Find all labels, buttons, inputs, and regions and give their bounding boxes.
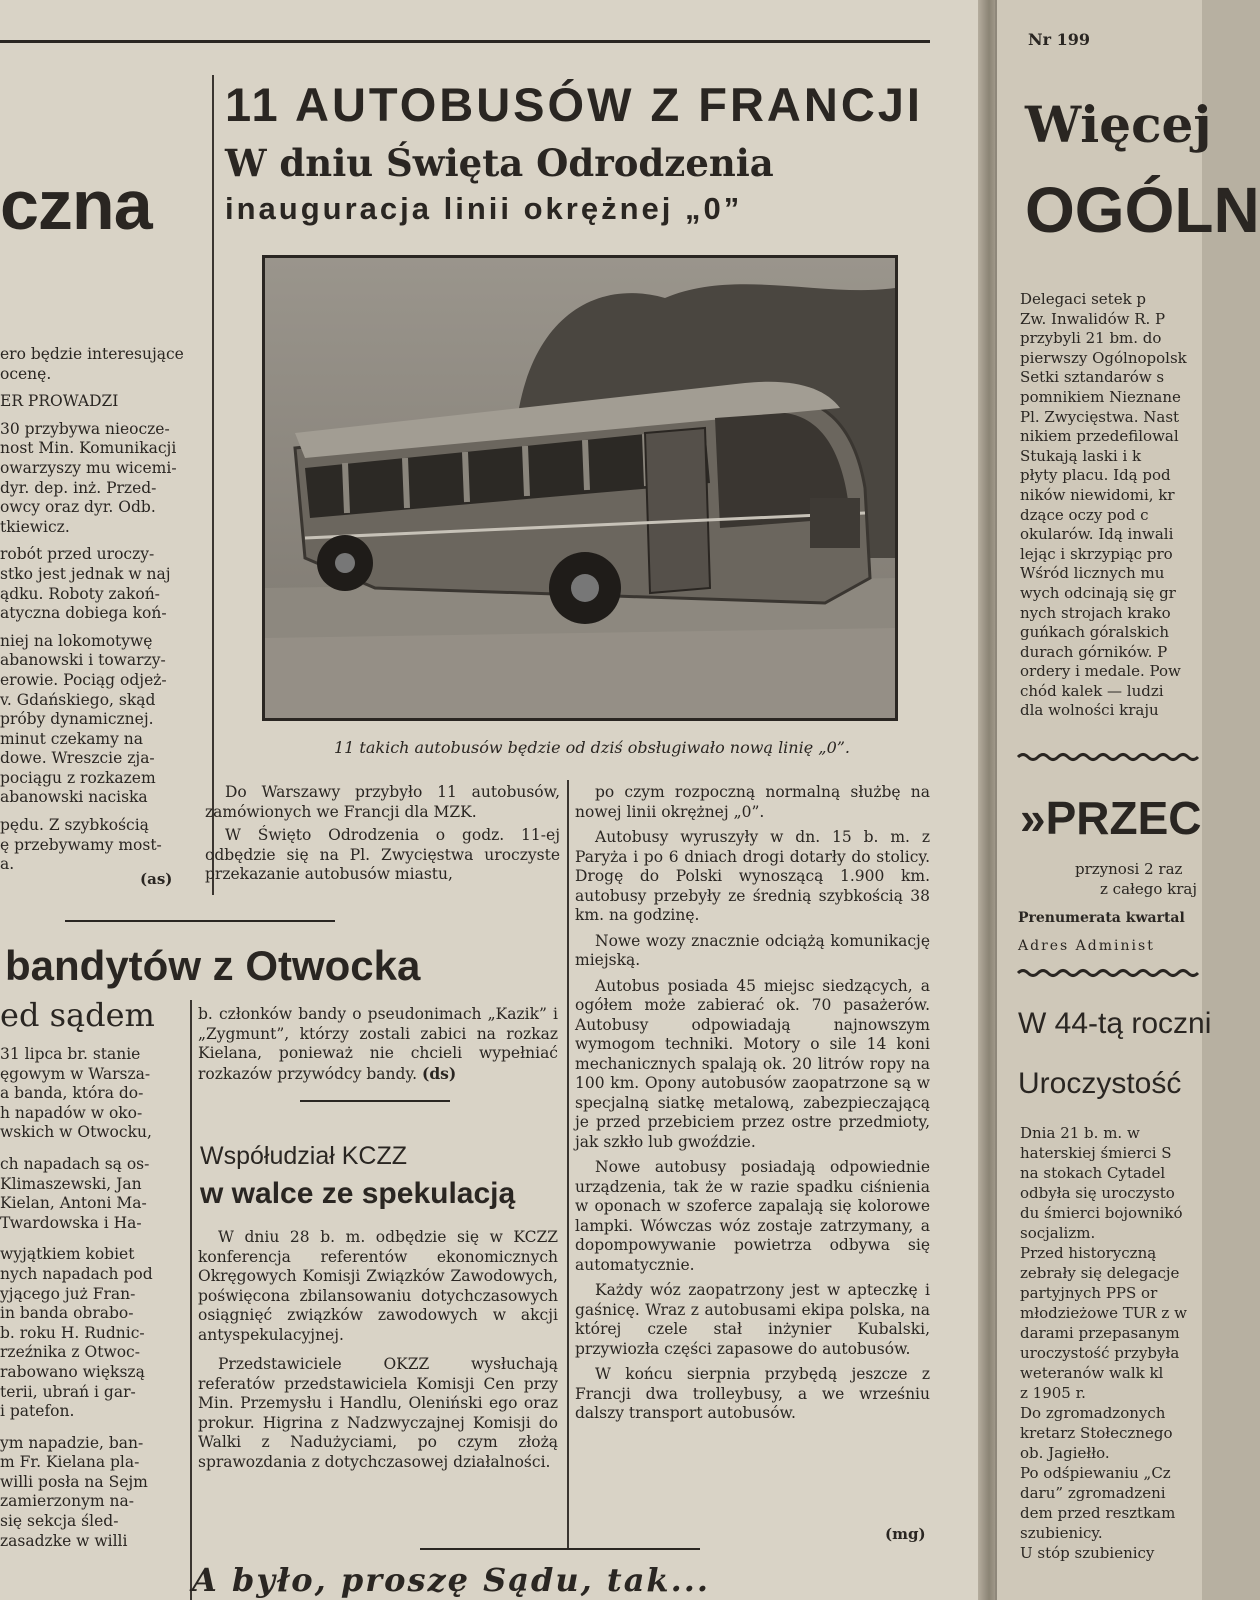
text-line: Zw. Inwalidów R. P — [1020, 309, 1166, 328]
main-paragraph: Autobus posiada 45 miejsc siedzących, a ogółem może zabierać ok. 70 pasażerów. Autobusy odpowiadają najnowszym wymogom techniki. Motory o sile 14 koni mechanicznych spalają ok. 20 litrów ropy na 100 km. Opony autobusów zaopatrzone są w specjalną siatkę metalową, zabezpieczającą je przed przebiciem przez ostre przedmioty, jak szkło lub gwoździe. — [575, 976, 930, 1151]
text-line: haterskiej śmierci S — [1020, 1144, 1172, 1162]
text-line: terii, ubrań i gar- — [0, 1382, 136, 1401]
text-line: Dnia 21 b. m. w — [1020, 1124, 1140, 1142]
left-paragraph — [0, 420, 205, 538]
bandits-top-rule — [65, 920, 335, 922]
bandits-right-paragraph: b. członków bandy o pseudonimach „Kazik” i „Zygmunt”, którzy zostali zabici na rozkaz Kielana, ponieważ nie chcieli wypełniać rozkazów przywódcy bandy. — [198, 1005, 558, 1083]
ornament-rule-2 — [1018, 968, 1200, 978]
text-line: okularów. Idą inwali — [1020, 525, 1174, 544]
bandits-headline: bandytów z Otwocka — [5, 942, 421, 989]
ornament-rule-1 — [1018, 752, 1200, 762]
address-line: Adres Administ — [1018, 938, 1155, 954]
left-column-text — [0, 345, 205, 883]
right-paragraph-2 — [1020, 1123, 1200, 1563]
text-line: du śmierci bojownikó — [1020, 1204, 1183, 1222]
text-line: willi posła na Sejm — [0, 1472, 148, 1491]
main-paragraph: po czym rozpoczną normalną służbę na nowej linii okrężnej „0”. — [575, 783, 930, 821]
left-headline-fragment: czna — [0, 166, 152, 244]
left-paragraph — [0, 545, 205, 623]
text-line: pociągu z rozkazem — [0, 768, 156, 787]
bandits-subheadline: ed sądem — [0, 996, 155, 1034]
text-line — [0, 1143, 188, 1155]
text-line: ero będzie interesujące — [0, 345, 184, 363]
text-line: nikiem przedefilowal — [1020, 427, 1179, 446]
main-headline: 11 AUTOBUSÓW Z FRANCJI — [225, 78, 923, 131]
text-line: płyty placu. Idą pod — [1020, 466, 1171, 485]
kczz-top-rule — [300, 1100, 450, 1102]
text-line: durach górników. P — [1020, 642, 1168, 661]
right-paragraph-1 — [1020, 290, 1200, 721]
text-line: v. Gdańskiego, skąd — [0, 690, 156, 709]
right-headline-4: Uroczystość — [1018, 1067, 1182, 1100]
bottom-rule — [420, 1548, 700, 1550]
text-line: dyr. dep. inż. Przed- — [0, 478, 157, 497]
text-line: U stóp szubienicy — [1020, 1544, 1155, 1562]
text-line: m Fr. Kielana pla- — [0, 1453, 140, 1472]
text-line: Delegaci setek p — [1020, 290, 1147, 308]
main-paragraph: Nowe autobusy posiadają odpowiednie urządzenia, tak że w razie spadku ciśnienia w oponach w szoferce zapalają się kolorowe lampki. Wówczas wóz zostaje zatrzymany, a dopompowywanie powietrza odbywa się automatycznie. — [575, 1158, 930, 1274]
text-line: nych strojach krako — [1020, 603, 1171, 622]
text-line: partyjnych PPS or — [1020, 1284, 1158, 1302]
text-line: ników niewidomi, kr — [1020, 485, 1175, 504]
text-line: daru” zgromadzeni — [1020, 1484, 1166, 1502]
text-line: ym napadzie, ban- — [0, 1433, 144, 1452]
kczz-paragraph: W dniu 28 b. m. odbędzie się w KCZZ konferencja referentów ekonomicznych Okręgowych Komisji Związków Zawodowych, poświęcona zbilansowaniu dotychczasowych osiągnięć związków zawodowych w akcji antyspekulacyjnej. — [198, 1228, 558, 1344]
text-line: zamierzonym na- — [0, 1492, 134, 1511]
main-article-col2 — [575, 783, 930, 1428]
text-line: nost Min. Komunikacji — [0, 439, 177, 458]
main-subheadline: W dniu Święta Odrodzenia — [225, 141, 774, 185]
text-line: tkiewicz. — [0, 517, 70, 536]
main-subheadline-2: inauguracja linii okrężnej „0” — [225, 191, 743, 226]
text-line: chód kalek — ludzi — [1020, 681, 1164, 700]
left-paragraph — [0, 392, 205, 412]
text-line: in banda obrabo- — [0, 1304, 134, 1323]
text-line: ob. Jagiełło. — [1020, 1444, 1110, 1462]
right-headline-3: W 44-tą roczni — [1018, 1007, 1212, 1040]
bandits-column-rule — [190, 1000, 192, 1600]
text-line: ocenę. — [0, 364, 52, 383]
text-line: abanowski naciska — [0, 788, 148, 807]
text-line: Setki sztandarów s — [1020, 368, 1165, 387]
text-line: b. roku H. Rudnic- — [0, 1323, 145, 1342]
text-line: na stokach Cytadel — [1020, 1164, 1166, 1182]
text-line: rabowano większą — [0, 1362, 145, 1381]
text-line: kretarz Stołecznego — [1020, 1424, 1173, 1442]
issue-number: Nr 199 — [1028, 30, 1091, 49]
bandits-signature: (ds) — [422, 1063, 457, 1083]
text-line: ądku. Roboty zakoń- — [0, 584, 160, 603]
text-line — [0, 1233, 188, 1245]
promo-line-1: przynosi 2 raz — [1075, 860, 1183, 878]
text-line: się sekcja śled- — [0, 1512, 119, 1531]
text-line: Klimaszewski, Jan — [0, 1174, 142, 1193]
text-line: stko jest jednak w naj — [0, 564, 171, 583]
kczz-headline: Współudział KCZZ — [200, 1142, 407, 1170]
text-line: dowe. Wreszcie zja- — [0, 749, 155, 768]
bandits-left-text — [0, 1045, 188, 1551]
text-line: a banda, która do- — [0, 1084, 144, 1103]
text-line: Twardowska i Ha- — [0, 1213, 142, 1232]
text-line: przybyli 21 bm. do — [1020, 329, 1162, 348]
text-line: wych odcinają się gr — [1020, 583, 1176, 602]
main-article-signature: (mg) — [885, 1525, 926, 1543]
text-line: ordery i medale. Pow — [1020, 662, 1181, 681]
text-line: młodzieżowe TUR z w — [1020, 1304, 1187, 1322]
promo-headline: »PRZEC — [1020, 792, 1202, 844]
bus-image — [265, 258, 895, 718]
text-line: niej na lokomotywę — [0, 631, 153, 650]
text-line: Po odśpiewaniu „Cz — [1020, 1464, 1171, 1482]
text-line: erowie. Pociąg odjeż- — [0, 670, 167, 689]
text-line: szubienicy. — [1020, 1524, 1103, 1542]
text-line: guńkach góralskich — [1020, 623, 1169, 642]
text-line: wyjątkiem kobiet — [0, 1245, 135, 1264]
text-line: darami przepasanym — [1020, 1324, 1180, 1342]
text-line: Przed historyczną — [1020, 1244, 1157, 1262]
right-headline-1: Więcej — [1025, 95, 1212, 154]
main-paragraph: Autobusy wyruszyły w dn. 15 b. m. z Paryża i po 6 dniach drogi dotarły do stolicy. Drogę do Polski wynoszącą 1.900 km. autobusy przebyły ze średnią szybkością 38 km. na godzinę. — [575, 828, 930, 924]
text-line: abanowski i towarzy- — [0, 651, 166, 670]
kczz-subheadline: w walce ze spekulacją — [200, 1177, 516, 1210]
text-line: Kielan, Antoni Ma- — [0, 1194, 147, 1213]
text-line: a. — [0, 855, 15, 874]
main-paragraph: W końcu sierpnia przybędą jeszcze z Francji dwa trolleybusy, a we wrześniu dalszy transport autobusów. — [575, 1365, 930, 1422]
text-line: ęgowym w Warsza- — [0, 1064, 151, 1083]
bus-photo — [262, 255, 898, 721]
text-line: minut czekamy na — [0, 729, 144, 748]
main-paragraph: W Święto Odrodzenia o godz. 11-ej odbędzie się na Pl. Zwycięstwa uroczyste przekazanie autobusów miastu, — [205, 826, 560, 883]
text-line — [0, 1422, 188, 1434]
text-line: wskich w Otwocku, — [0, 1123, 152, 1142]
bandits-right-text — [198, 1005, 558, 1084]
text-line: nych napadach pod — [0, 1264, 153, 1283]
text-line: uroczystość przybyła — [1020, 1344, 1180, 1362]
kczz-paragraph: Przedstawiciele OKZZ wysłuchają referatów przedstawiciela Komisji Cen przy Min. Przemysłu i Handlu, Oleniński ego oraz prokur. Higrina z Nadzwyczajnej Komisji do Walki z Nadużyciami, po czym złożą sprawozdania z dotychczasowej działalności. — [198, 1355, 558, 1471]
left-column-signature: (as) — [140, 870, 173, 888]
text-line: yjącego już Fran- — [0, 1284, 136, 1303]
kczz-article-text — [198, 1228, 558, 1482]
text-line: i patefon. — [0, 1402, 75, 1421]
text-line: h napadów w oko- — [0, 1103, 143, 1122]
text-line: zebrały się delegacje — [1020, 1264, 1180, 1282]
text-line: próby dynamicznej. — [0, 710, 154, 729]
text-line: lejąc i skrzypiąc pro — [1020, 544, 1173, 563]
text-line: robót przed uroczy- — [0, 545, 155, 564]
text-line: pomnikiem Nieznane — [1020, 387, 1181, 406]
text-line: weteranów walk kl — [1020, 1364, 1164, 1382]
text-line: odbyła się uroczysto — [1020, 1184, 1175, 1202]
photo-caption: 11 takich autobusów będzie od dziś obsługiwało nową linię „0”. — [333, 738, 851, 757]
main-paragraph: Nowe wozy znacznie odciążą komunikację miejską. — [575, 931, 930, 969]
main-article-col1 — [205, 783, 560, 889]
bottom-headline: A było, proszę Sądu, tak... — [192, 1561, 711, 1599]
subscription-line: Prenumerata kwartal — [1018, 910, 1185, 926]
text-line: Do zgromadzonych — [1020, 1404, 1166, 1422]
top-rule — [0, 40, 930, 43]
left-paragraph — [0, 632, 205, 808]
text-line: socjalizm. — [1020, 1224, 1096, 1242]
text-line: pędu. Z szybkością — [0, 816, 149, 835]
promo-line-2: z całego kraj — [1100, 880, 1198, 898]
text-line: ę przebywamy most- — [0, 835, 162, 854]
text-line: zasadzke w willi — [0, 1531, 128, 1550]
text-line: 31 lipca br. stanie — [0, 1045, 141, 1063]
text-line: ER PROWADZI — [0, 392, 119, 411]
text-line: pierwszy Ogólnopolsk — [1020, 348, 1187, 367]
text-line: dzące oczy pod c — [1020, 505, 1149, 524]
left-paragraph — [0, 345, 205, 384]
right-headline-2: OGÓLN — [1025, 174, 1260, 246]
text-line: Stukają laski i k — [1020, 446, 1142, 465]
text-line: rzeźnika z Otwoc- — [0, 1343, 140, 1362]
main-paragraph: Każdy wóz zaopatrzony jest w apteczkę i gaśnicę. Wraz z autobusami ekipa polska, na której czele stał inżynier Kubalski, przywiozła części zapasowe do autobusów. — [575, 1281, 930, 1358]
main-paragraph: Do Warszawy przybyło 11 autobusów, zamówionych we Francji dla MZK. — [205, 783, 560, 821]
main-column-rule — [567, 780, 569, 1550]
text-line: owcy oraz dyr. Odb. — [0, 498, 156, 517]
left-paragraph — [0, 816, 205, 875]
text-line: ch napadach są os- — [0, 1154, 150, 1173]
text-line: 30 przybywa nieocze- — [0, 419, 170, 438]
text-line: atyczna dobiega koń- — [0, 604, 167, 623]
text-line: dla wolności kraju — [1020, 701, 1159, 720]
left-column-rule — [212, 75, 214, 895]
text-line: dem przed resztkam — [1020, 1504, 1176, 1522]
text-line: Wśród licznych mu — [1020, 564, 1165, 583]
text-line: z 1905 r. — [1020, 1384, 1086, 1402]
text-line: Pl. Zwycięstwa. Nast — [1020, 407, 1180, 426]
text-line: owarzyszy mu wicemi- — [0, 458, 177, 477]
